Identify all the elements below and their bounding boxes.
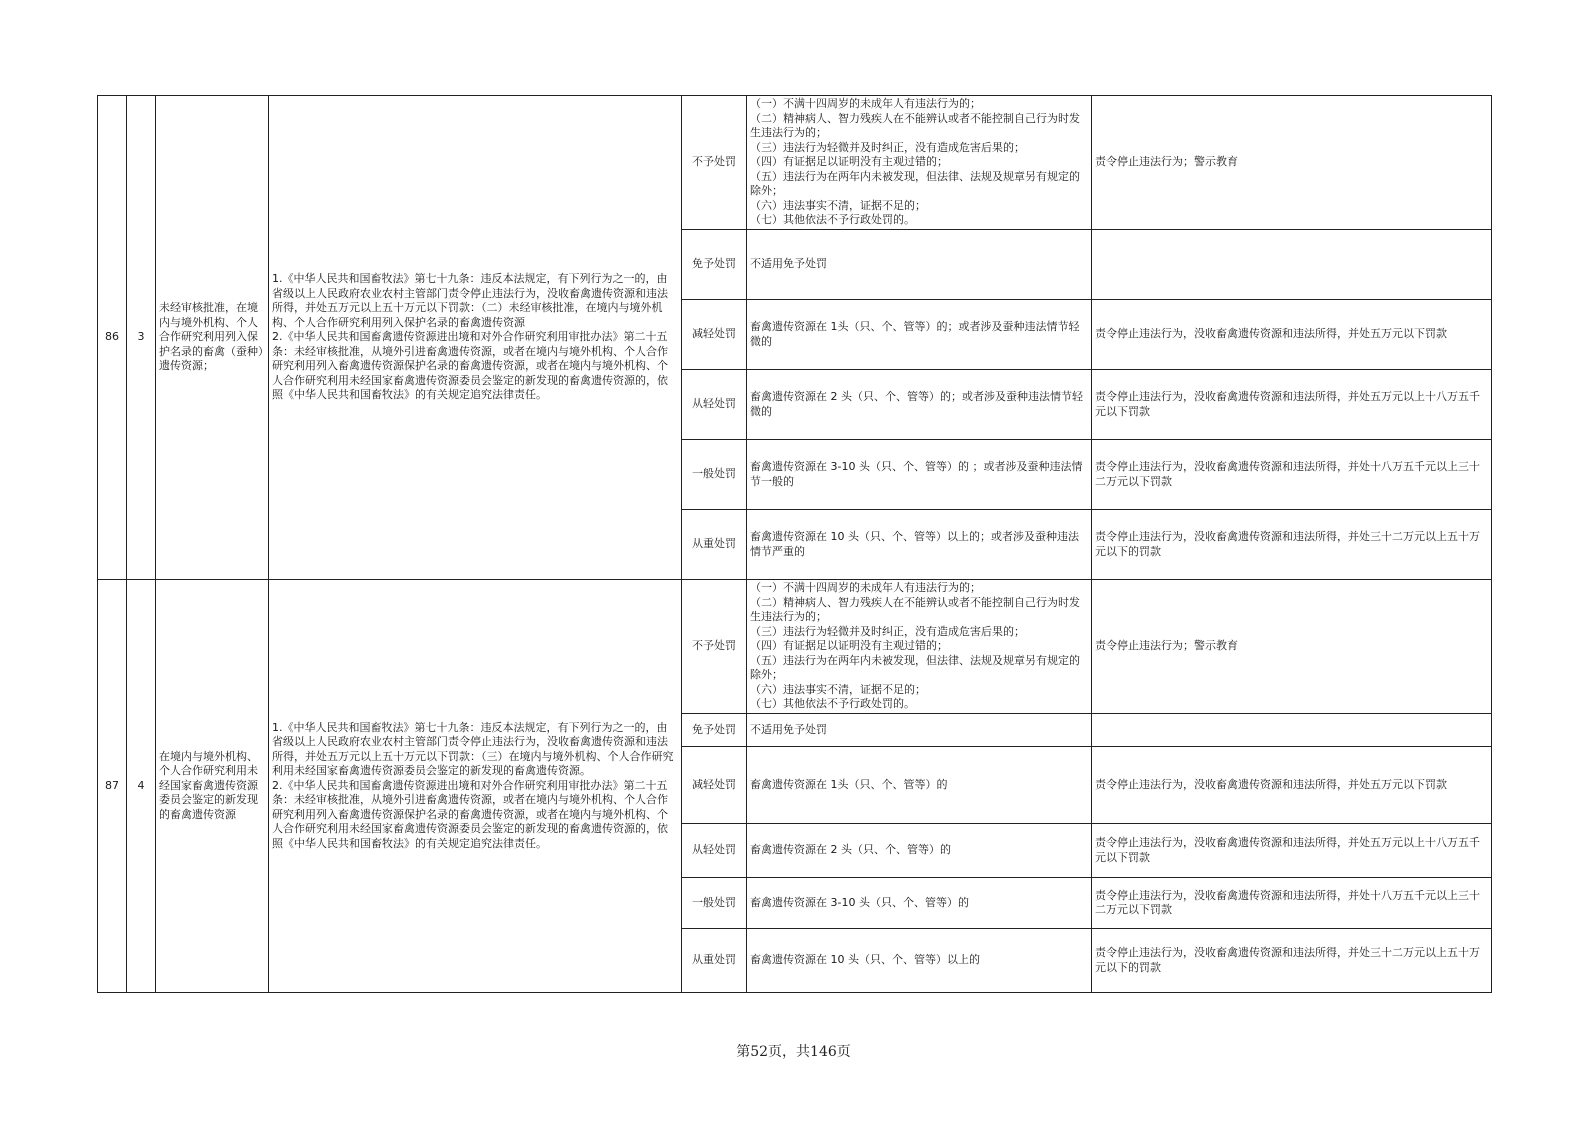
exemption-clause: （六）违法事实不清，证据不足的； xyxy=(750,198,926,212)
penalty-measure: 责令停止违法行为，没收畜禽遗传资源和违法所得，并处五万元以下罚款 xyxy=(1092,300,1492,370)
legal-basis xyxy=(269,580,682,993)
penalty-level: 从轻处罚 xyxy=(682,824,747,878)
exemption-clause: （四）有证据足以证明没有主观过错的； xyxy=(750,639,948,653)
penalty-measure: 责令停止违法行为，没收畜禽遗传资源和违法所得，并处三十二万元以上五十万元以下的罚款 xyxy=(1092,510,1492,580)
item-number: 87 xyxy=(98,580,127,993)
violation-name: 在境内与境外机构、个人合作研究利用未经国家畜禽遗传资源委员会鉴定的新发现的畜禽遗传资源 xyxy=(156,580,269,993)
sub-item-number: 3 xyxy=(127,96,156,580)
table-row xyxy=(98,96,1492,230)
penalty-situation: 不适用免予处罚 xyxy=(747,230,1092,300)
penalty-level: 减轻处罚 xyxy=(682,747,747,824)
penalty-measure: 责令停止违法行为；警示教育 xyxy=(1092,96,1492,230)
penalty-level: 免予处罚 xyxy=(682,230,747,300)
penalty-situation: 畜禽遗传资源在 10 头（只、个、管等）以上的；或者涉及蚕种违法情节严重的 xyxy=(747,510,1092,580)
exemption-clause: （二）精神病人、智力残疾人在不能辨认或者不能控制自己行为时发生违法行为的； xyxy=(750,111,1080,140)
item-number: 86 xyxy=(98,96,127,580)
penalty-standards-table xyxy=(97,95,1492,993)
penalty-situation: 畜禽遗传资源在 3-10 头（只、个、管等）的 ；或者涉及蚕种违法情节一般的 xyxy=(747,440,1092,510)
penalty-situation xyxy=(747,96,1092,230)
legal-basis-clause: 2.《中华人民共和国畜禽遗传资源进出境和对外合作研究利用审批办法》第二十五条：未经审核批准，从境外引进畜禽遗传资源，或者在境内与境外机构、个人合作研究利用列入畜禽遗传资源保护名录的畜禽遗传资源，或者在境内与境外机构、个人合作研究利用未经国家畜禽遗传资源委员会鉴定的新发现的畜禽遗传资源的，依照《中华人民共和国畜牧法》的有关规定追究法律责任。 xyxy=(272,778,668,850)
legal-basis-clause: 2.《中华人民共和国畜禽遗传资源进出境和对外合作研究利用审批办法》第二十五条：未经审核批准，从境外引进畜禽遗传资源，或者在境内与境外机构、个人合作研究利用列入畜禽遗传资源保护名录的畜禽遗传资源，或者在境内与境外机构、个人合作研究利用未经国家畜禽遗传资源委员会鉴定的新发现的畜禽遗传资源的，依照《中华人民共和国畜牧法》的有关规定追究法律责任。 xyxy=(272,330,668,402)
exemption-clause: （二）精神病人、智力残疾人在不能辨认或者不能控制自己行为时发生违法行为的； xyxy=(750,595,1080,624)
penalty-level: 减轻处罚 xyxy=(682,300,747,370)
exemption-clause: （五）违法行为在两年内未被发现，但法律、法规及规章另有规定的除外； xyxy=(750,653,1080,682)
penalty-level: 不予处罚 xyxy=(682,580,747,714)
exemption-clause: （七）其他依法不予行政处罚的。 xyxy=(750,697,915,711)
legal-basis xyxy=(269,96,682,580)
penalty-situation: 畜禽遗传资源在 1头（只、个、管等）的 xyxy=(747,747,1092,824)
exemption-clause: （六）违法事实不清，证据不足的； xyxy=(750,682,926,696)
penalty-level: 从重处罚 xyxy=(682,929,747,993)
penalty-situation: 畜禽遗传资源在 2 头（只、个、管等）的；或者涉及蚕种违法情节轻微的 xyxy=(747,370,1092,440)
penalty-situation: 畜禽遗传资源在 1头（只、个、管等）的；或者涉及蚕种违法情节轻微的 xyxy=(747,300,1092,370)
exemption-clause: （一）不满十四周岁的未成年人有违法行为的； xyxy=(750,581,981,595)
penalty-situation: 畜禽遗传资源在 10 头（只、个、管等）以上的 xyxy=(747,929,1092,993)
penalty-level: 从轻处罚 xyxy=(682,370,747,440)
exemption-clause: （五）违法行为在两年内未被发现，但法律、法规及规章另有规定的除外； xyxy=(750,169,1080,198)
exemption-clause: （三）违法行为轻微并及时纠正，没有造成危害后果的； xyxy=(750,140,1025,154)
exemption-clause: （七）其他依法不予行政处罚的。 xyxy=(750,213,915,227)
penalty-measure: 责令停止违法行为；警示教育 xyxy=(1092,580,1492,714)
penalty-level: 从重处罚 xyxy=(682,510,747,580)
penalty-measure: 责令停止违法行为，没收畜禽遗传资源和违法所得，并处五万元以上十八万五千元以下罚款 xyxy=(1092,370,1492,440)
sub-item-number: 4 xyxy=(127,580,156,993)
penalty-measure: 责令停止违法行为，没收畜禽遗传资源和违法所得，并处五万元以上十八万五千元以下罚款 xyxy=(1092,824,1492,878)
page-number-footer: 第52页，共146页 xyxy=(736,1044,851,1060)
penalty-situation: 不适用免予处罚 xyxy=(747,714,1092,747)
penalty-measure: 责令停止违法行为，没收畜禽遗传资源和违法所得，并处十八万五千元以上三十二万元以下罚款 xyxy=(1092,878,1492,929)
penalty-level: 免予处罚 xyxy=(682,714,747,747)
violation-name: 未经审核批准，在境内与境外机构、个人合作研究利用列入保护名录的畜禽（蚕种）遗传资源； xyxy=(156,96,269,580)
penalty-level: 一般处罚 xyxy=(682,440,747,510)
exemption-clause: （四）有证据足以证明没有主观过错的； xyxy=(750,155,948,169)
penalty-measure: 责令停止违法行为，没收畜禽遗传资源和违法所得，并处三十二万元以上五十万元以下的罚款 xyxy=(1092,929,1492,993)
exemption-clause: （三）违法行为轻微并及时纠正，没有造成危害后果的； xyxy=(750,624,1025,638)
penalty-measure xyxy=(1092,714,1492,747)
legal-basis-clause: 1.《中华人民共和国畜牧法》第七十九条：违反本法规定，有下列行为之一的，由省级以上人民政府农业农村主管部门责令停止违法行为，没收畜禽遗传资源和违法所得，并处五万元以上五十万元以下罚款：（三）在境内与境外机构、个人合作研究利用未经国家畜禽遗传资源委员会鉴定的新发现的畜禽遗传资源。 xyxy=(272,720,674,778)
penalty-level: 一般处罚 xyxy=(682,878,747,929)
penalty-situation: 畜禽遗传资源在 3-10 头（只、个、管等）的 xyxy=(747,878,1092,929)
exemption-clause: （一）不满十四周岁的未成年人有违法行为的； xyxy=(750,97,981,111)
penalty-measure: 责令停止违法行为，没收畜禽遗传资源和违法所得，并处十八万五千元以上三十二万元以下罚款 xyxy=(1092,440,1492,510)
penalty-level: 不予处罚 xyxy=(682,96,747,230)
legal-basis-clause: 1.《中华人民共和国畜牧法》第七十九条：违反本法规定，有下列行为之一的，由省级以上人民政府农业农村主管部门责令停止违法行为，没收畜禽遗传资源和违法所得，并处五万元以上五十万元以下罚款：（二）未经审核批准，在境内与境外机构、个人合作研究利用列入保护名录的畜禽遗传资源 xyxy=(272,272,668,329)
penalty-measure: 责令停止违法行为，没收畜禽遗传资源和违法所得，并处五万元以下罚款 xyxy=(1092,747,1492,824)
penalty-situation xyxy=(747,580,1092,714)
penalty-measure xyxy=(1092,230,1492,300)
penalty-situation: 畜禽遗传资源在 2 头（只、个、管等）的 xyxy=(747,824,1092,878)
table-row xyxy=(98,580,1492,714)
